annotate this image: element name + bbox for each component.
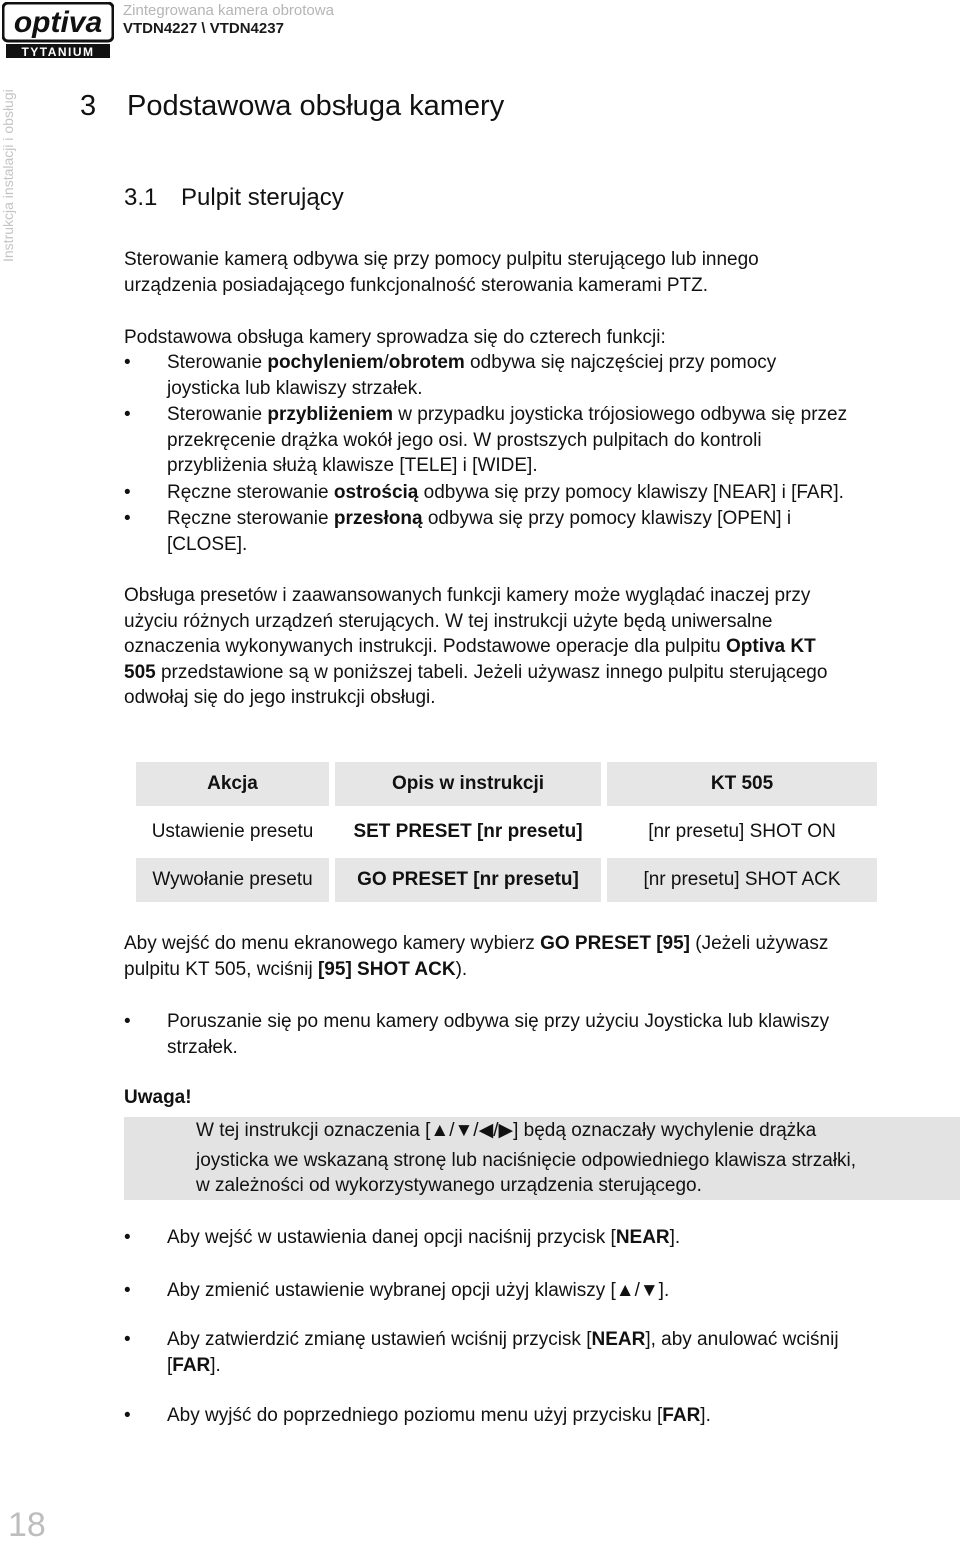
subsection-heading (124, 184, 344, 212)
table-header: Akcja (136, 762, 329, 806)
table-header: KT 505 (607, 762, 877, 806)
note-line: joysticka we wskazaną stronę lub naciśnięcie odpowiedniego klawisza strzałki, (196, 1150, 857, 1171)
table-cell: SET PRESET [nr presetu] (353, 821, 583, 842)
bullet-icon: • (124, 1280, 131, 1301)
table-header: Opis w instrukcji (335, 762, 601, 806)
text-line: Sterowanie kamerą odbywa się przy pomocy pulpitu sterującego lub innego (124, 249, 759, 270)
section-title: Podstawowa obsługa kamery (127, 90, 505, 122)
header-model: VTDN4227 \ VTDN4237 (123, 20, 284, 37)
header-product-type: Zintegrowana kamera obrotowa (123, 2, 334, 19)
subsection-number: 3.1 (124, 184, 158, 211)
section-heading (80, 90, 504, 123)
list-item-zoom: • Sterowanie przybliżeniem w przypadku joysticka trójosiowego odbywa się przez przekręcenie drążka wokół jego osi. W prostszych pulpitach do kontroli przybliżenia służą klawisze [TELE] i [WIDE]. (124, 404, 848, 476)
bullet-icon: • (124, 1011, 131, 1032)
table-cell: GO PRESET [nr presetu] (335, 858, 601, 902)
text-line: urządzenia posiadającego funkcjonalność sterowania kamerami PTZ. (124, 274, 709, 296)
subsection-title: Pulpit sterujący (181, 184, 344, 211)
list-item-focus: • Ręczne sterowanie ostrością odbywa się przy pomocy klawiszy [NEAR] i [FAR]. (124, 480, 954, 506)
optiva-tytanium-logo (2, 2, 114, 60)
list-item-confirm-change: • Aby zatwierdzić zmianę ustawień wciśnij przycisk [NEAR], aby anulować wciśnij [FAR]. (124, 1329, 839, 1376)
list-item-pan-tilt: • Sterowanie pochyleniem/obrotem odbywa się najczęściej przy pomocy joysticka lub klawiszy strzałek. (124, 352, 777, 399)
list-item-iris: • Ręczne sterowanie przesłoną odbywa się przy pomocy klawiszy [OPEN] i [CLOSE]. (124, 508, 792, 555)
table-cell: [nr presetu] SHOT ON (648, 821, 836, 842)
intro-paragraph (124, 247, 954, 298)
note-line: w zależności od wykorzystywanego urządzenia sterującego. (196, 1175, 702, 1196)
bullet-icon: • (124, 404, 131, 425)
list-item-enter-option: • Aby wejść w ustawienia danej opcji naciśnij przycisk [NEAR]. (124, 1225, 954, 1251)
list-item-change-option: • Aby zmienić ustawienie wybranej opcji użyj klawiszy [▲/▼]. (124, 1278, 954, 1304)
sidebar-manual-title: Instrukcja instalacji i obsługi (0, 89, 16, 262)
page-number: 18 (8, 1506, 46, 1544)
list-item-exit-menu: • Aby wyjść do poprzedniego poziomu menu użyj przycisku [FAR]. (124, 1403, 954, 1429)
bullet-icon: • (124, 508, 131, 529)
note-label: Uwaga! (124, 1087, 192, 1108)
bullet-icon: • (124, 1227, 131, 1248)
note-line: W tej instrukcji oznaczenia [▲/▼/◀/▶] będą oznaczały wychylenie drążka (196, 1120, 817, 1141)
section-number: 3 (80, 90, 97, 122)
presets-paragraph: Obsługa presetów i zaawansowanych funkcji kamery może wyglądać inaczej przy użyciu różnych urządzeń sterujących. W tej instrukcji użyte będą uniwersalne oznaczenia wykonywanych instrukcji. Podstawowe operacje dla pulpitu Optiva KT 505 przedstawione są w poniższej tabeli. Jeżeli używasz innego pulpitu sterującego odwołaj się do jego instrukcji obsługi. (124, 585, 828, 708)
logo-wordmark: optiva (13, 6, 103, 39)
list-item-menu-navigation: • Poruszanie się po menu kamery odbywa się przy użyciu Joysticka lub klawiszy strzałek. (124, 1011, 830, 1058)
logo-subtitle: TYTANIUM (21, 45, 95, 59)
bullet-icon: • (124, 1405, 131, 1426)
table-cell: [nr presetu] SHOT ACK (607, 858, 877, 902)
table-cell: Wywołanie presetu (136, 858, 329, 902)
table-cell: Ustawienie presetu (151, 821, 314, 842)
bullet-icon: • (124, 352, 131, 373)
menu-paragraph: Aby wejść do menu ekranowego kamery wybierz GO PRESET [95] (Jeżeli używasz pulpitu KT 505, wciśnij [95] SHOT ACK). (124, 933, 829, 980)
bullet-icon: • (124, 1329, 131, 1350)
functions-intro: Podstawowa obsługa kamery sprowadza się do czterech funkcji: (124, 327, 666, 348)
bullet-icon: • (124, 482, 131, 503)
